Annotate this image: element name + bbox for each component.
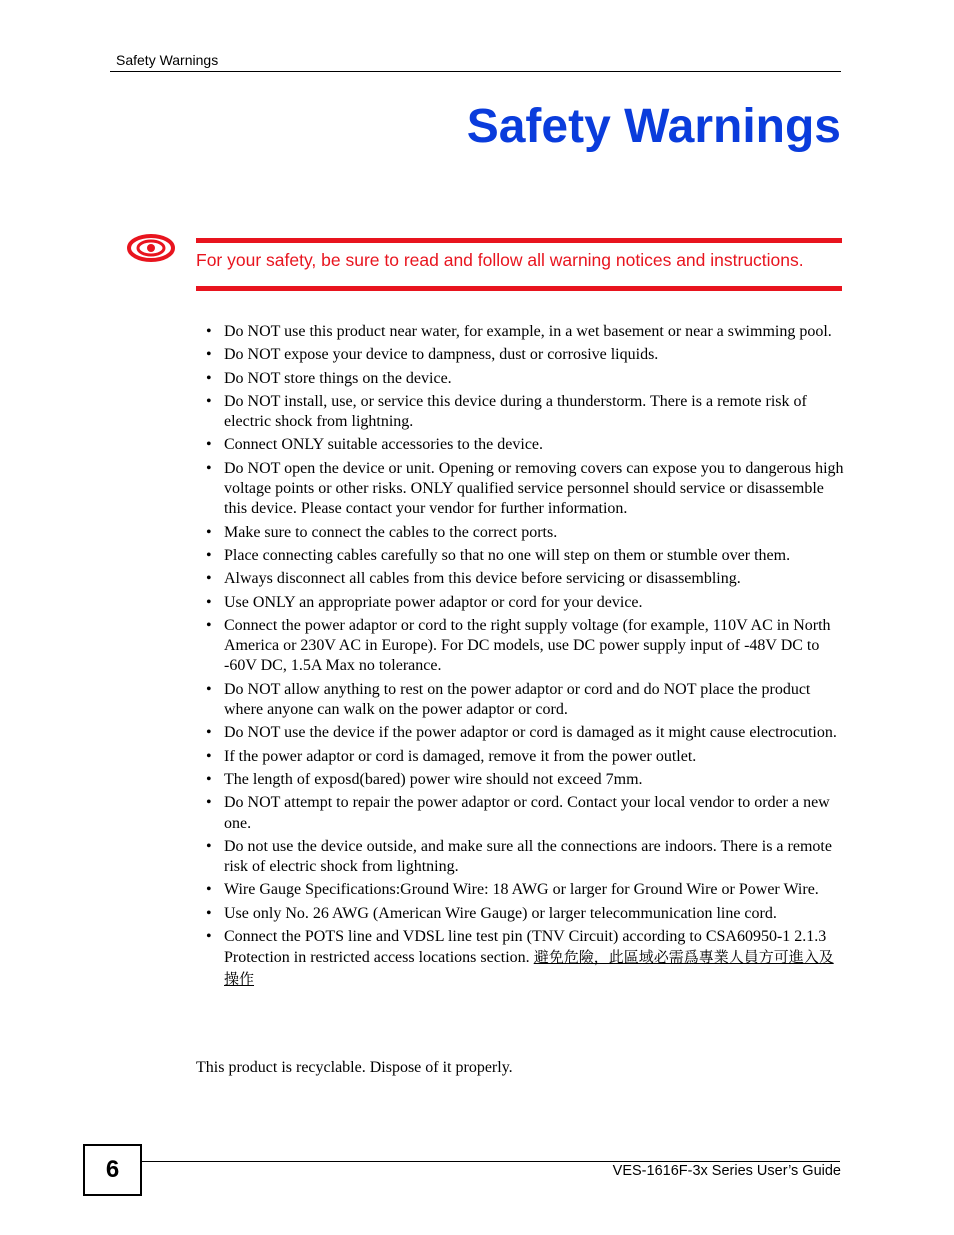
warning-item: • If the power adaptor or cord is damaged, remove it from the power outlet. bbox=[196, 747, 844, 767]
recycling-note: This product is recyclable. Dispose of it properly. bbox=[196, 1059, 513, 1076]
warning-item: • Wire Gauge Specifications:Ground Wire: 18 AWG or larger for Ground Wire or Power Wire. bbox=[196, 880, 844, 900]
warning-item: • Do NOT open the device or unit. Opening or removing covers can expose you to dangerous high voltage points or other risks. ONLY qualified service personnel should service or disassemble this device. Please contact your vendor for further information. bbox=[196, 459, 844, 520]
eye-warning-icon bbox=[126, 231, 176, 265]
warning-item: • Use only No. 26 AWG (American Wire Gauge) or larger telecommunication line cord. bbox=[196, 904, 844, 924]
warning-item: • Do NOT attempt to repair the power adaptor or cord. Contact your local vendor to order a new one. bbox=[196, 793, 844, 834]
warning-item: • The length of exposd(bared) power wire should not exceed 7mm. bbox=[196, 770, 844, 790]
header-divider bbox=[110, 71, 841, 72]
warning-item: • Do NOT use this product near water, for example, in a wet basement or near a swimming pool. bbox=[196, 322, 844, 342]
safety-warning-list bbox=[196, 322, 844, 993]
warning-top-rule bbox=[196, 238, 842, 243]
warning-item: • Make sure to connect the cables to the correct ports. bbox=[196, 523, 844, 543]
warning-item: • Do NOT store things on the device. bbox=[196, 369, 844, 389]
warning-item: • Do not use the device outside, and make sure all the connections are indoors. There is a remote risk of electric shock from lightning. bbox=[196, 837, 844, 878]
warning-item-cjk-text: 避免危險，此區域必需爲專業人員方可進入及操作 bbox=[224, 948, 834, 988]
warning-item: • Place connecting cables carefully so that no one will step on them or stumble over them. bbox=[196, 546, 844, 566]
guide-title: VES-1616F-3x Series User’s Guide bbox=[612, 1163, 841, 1179]
warning-notice: For your safety, be sure to read and follow all warning notices and instructions. bbox=[196, 250, 804, 270]
warning-item: • Do NOT allow anything to rest on the power adaptor or cord and do NOT place the product where anyone can walk on the power adaptor or cord. bbox=[196, 680, 844, 721]
warning-item: • Connect the power adaptor or cord to the right supply voltage (for example, 110V AC in North America or 230V AC in Europe). For DC models, use DC power supply input of -48V DC to -60V DC, 1.5A Max no tolerance. bbox=[196, 616, 844, 677]
warning-bottom-rule bbox=[196, 286, 842, 291]
warning-item: • Do NOT expose your device to dampness, dust or corrosive liquids. bbox=[196, 345, 844, 365]
warning-item: • Do NOT use the device if the power adaptor or cord is damaged as it might cause electrocution. bbox=[196, 723, 844, 743]
running-header: Safety Warnings bbox=[116, 52, 219, 68]
warning-item: • Do NOT install, use, or service this device during a thunderstorm. There is a remote risk of electric shock from lightning. bbox=[196, 392, 844, 433]
page-number: 6 bbox=[83, 1144, 142, 1196]
warning-item-text: Connect the POTS line and VDSL line test pin (TNV Circuit) according to CSA60950-1 2.1.3 Protection in restricted access locations section. bbox=[224, 928, 827, 967]
warning-item-last bbox=[196, 927, 844, 990]
page-title: Safety Warnings bbox=[466, 100, 841, 153]
warning-item: • Connect ONLY suitable accessories to the device. bbox=[196, 435, 844, 455]
warning-item: • Always disconnect all cables from this device before servicing or disassembling. bbox=[196, 569, 844, 589]
warning-item: • Use ONLY an appropriate power adaptor or cord for your device. bbox=[196, 593, 844, 613]
